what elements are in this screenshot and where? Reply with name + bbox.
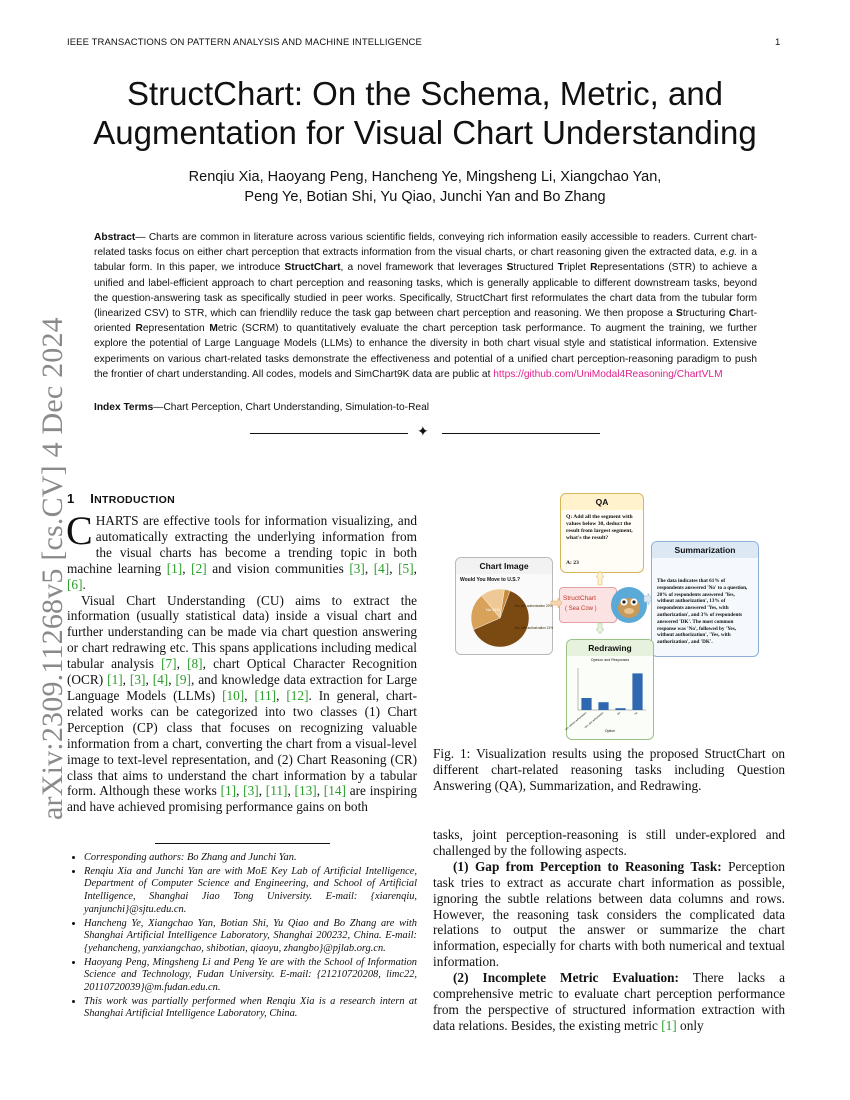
citation-link[interactable]: [8] (187, 656, 203, 672)
redraw-xlabel: Option (605, 729, 615, 733)
citation-link[interactable]: [11] (265, 783, 288, 799)
summary-text: The data indicates that 61% of respondents answered 'No' to a question, 20% of respondents answered 'Yes, without authorization', 13% of respondents answered 'Yes, with authorization', and 3% of respondents answered 'DK'. The most common response was 'No', followed by 'Yes, without authorization', 'Yes, with authorization', and 'DK'. (657, 578, 748, 646)
intro-smallcaps: HARTS (95, 513, 139, 528)
abstract-acronym-letter: M (209, 323, 218, 335)
citation-link[interactable]: [12] (286, 687, 309, 703)
col2-text: There lacks a comprehensive metric to evaluate chart perception performance from the perspective of structured information extraction with data relations. Besides, the existing metric (433, 970, 785, 1033)
intro-text: , (168, 672, 176, 688)
structchart-label: StructChart (563, 595, 596, 602)
drop-cap: C (66, 508, 93, 553)
qa-question: Q: Add all the segment with values below 30, deduct the result from largest segment, what's the result? (566, 514, 633, 541)
abstract-eg: e.g. (720, 247, 738, 259)
footnote-item: • Haoyang Peng, Mingsheng Li and Peng Ye are with the School of Information Science and Technology, Fudan University. E-mail: {21210720208, limc22, 20110720039}@m.fudan.edu.cn. (84, 957, 417, 995)
intro-text: , (316, 783, 324, 799)
col2-paragraph-1: tasks, joint perception-reasoning is still under-explored and challenged by the following aspects. (433, 827, 785, 858)
intro-text: , (176, 656, 188, 672)
arxiv-stamp: arXiv:2309.11268v5 [cs.CV] 4 Dec 2024 (36, 317, 69, 820)
section-heading (67, 491, 175, 506)
col2-text: Perception task tries to extract as accurate chart information as possible, ignoring the subtle relations between data columns and rows. However, the reasoning task considers the complicated data relations to output the answer or summarize the chart information, especially for charts with both numerical and textual information. (433, 858, 785, 970)
abstract-text: etric (SCRM) to quantitatively evaluate the chart perception task performance. To augment the training, we further explore the potential of Large Language Models (LLMs) to enhance the diversity in both chart visual style and statistical information. Extensive experiments on various chart-related tasks demonstrate the effectiveness and potential of a unified chart perception-reasoning paradigm to push the frontier of chart understanding. All codes, models and SimChart9K data are public at (94, 323, 757, 380)
citation-link[interactable]: [3] (129, 672, 146, 688)
intro-text: , (389, 560, 399, 576)
abstract-framework-name: StructChart (284, 262, 341, 274)
section-title-rest: NTRODUCTION (94, 494, 175, 506)
abstract-acronym-letter: T (557, 262, 564, 274)
abstract-text: epresentation (142, 323, 210, 335)
abstract-text: , a novel framework that leverages (340, 262, 507, 274)
col2-text: only (676, 1017, 704, 1033)
citation-link[interactable]: [1] (107, 672, 123, 688)
citation-link[interactable]: [5] (398, 560, 414, 576)
intro-text: , (236, 783, 244, 799)
qa-panel (560, 493, 644, 573)
abstract-text: in a tabular form. In this paper, we introduce (94, 247, 757, 274)
structchart-sub: ( Sea Cow ) (565, 606, 597, 612)
redraw-tick-label: DK (616, 711, 622, 716)
intro-text: . (82, 576, 86, 592)
intro-text: . In general, chart-related works can be categorized into two classes (1) Chart Perception (CP) class that focuses on recognizing valuable information from a chart, converting the chart from a visual-level image to text-level representation, and (2) Chart Reasoning (CR) class that aims to understand the chart information by a tabular form. Although these works (67, 687, 418, 799)
redrawing-title: Redrawing (567, 640, 653, 656)
footnote-item: • Corresponding authors: Bo Zhang and Junchi Yan. (84, 852, 417, 865)
summarization-title: Summarization (652, 542, 758, 558)
authors-line-1: Renqiu Xia, Haoyang Peng, Hancheng Ye, Mingsheng Li, Xiangchao Yan, (188, 169, 662, 185)
intro-text: , (145, 672, 153, 688)
citation-link[interactable]: [1] (166, 560, 183, 576)
redraw-tick-label: Yes, with authorization (583, 711, 605, 730)
citation-link[interactable]: [4] (152, 672, 169, 688)
pie-label-no: No 61% (486, 607, 501, 612)
gap-heading: (1) Gap from Perception to Reasoning Task: (453, 858, 722, 874)
footnote-rule (155, 843, 330, 844)
intro-text: , and knowledge data extraction for Large Language Models (LLMs) (67, 672, 418, 703)
figure-1 (433, 493, 785, 738)
citation-link[interactable]: [1] (661, 1017, 677, 1033)
authors-line-2: Peng Ye, Botian Shi, Yu Qiao, Junchi Yan and Bo Zhang (244, 189, 606, 205)
pie-chart (460, 585, 554, 651)
section-number: 1 (67, 491, 75, 506)
redraw-bar (615, 708, 625, 710)
abstract-text: epresentations (STR) to achieve a unified and label-efficient approach to chart perception and reasoning tasks, which is generally applicable to different downstream tasks, beyond the question-answering task as specifically studied in peer works. Specifically, StructChart first reformulates the chart data from the tubular form (linearized CSV) to STR, which can friendlily reduce the task gap between chart perception and reasoning. We then propose a (94, 262, 757, 320)
index-terms-text: —Chart Perception, Chart Understanding, Simulation-to-Real (153, 402, 430, 413)
abstract-text: riplet (563, 262, 591, 274)
abstract-acronym-letter: S (506, 262, 514, 274)
running-header: IEEE TRANSACTIONS ON PATTERN ANALYSIS AND MACHINE INTELLIGENCE (67, 37, 422, 48)
separator-line (250, 433, 408, 434)
citation-link[interactable]: [11] (254, 687, 277, 703)
arrow-to-qa (596, 571, 604, 585)
abstract-acronym-letter: S (676, 308, 683, 320)
chart-image-title: Chart Image (456, 558, 552, 574)
col2-paragraph-2 (433, 859, 785, 970)
footnote-item: • This work was partially performed when Renqiu Xia is a research intern at Shanghai Artificial Intelligence Laboratory, China. (84, 996, 417, 1021)
citation-link[interactable]: [3] (243, 783, 259, 799)
abstract (94, 230, 757, 382)
chart-image-panel (455, 557, 553, 655)
section-title-initial: I (90, 491, 95, 506)
intro-text: and vision communities (206, 560, 350, 576)
footnotes (67, 852, 417, 1022)
intro-text: , (258, 783, 266, 799)
redraw-chart-title: Opinion and Responses (590, 658, 630, 662)
redraw-tick-label: Yes, without authorization (564, 711, 588, 732)
abstract-acronym-letter: C (728, 308, 737, 320)
pie-chart-title: Would You Move to U.S.? (460, 577, 520, 583)
col2-paragraph-3 (433, 970, 785, 1034)
separator-line (442, 433, 600, 434)
citation-link[interactable]: [10] (222, 687, 245, 703)
citation-link[interactable]: [14] (323, 783, 346, 799)
citation-link[interactable]: [9] (175, 672, 191, 688)
abstract-acronym-letter: R (590, 262, 598, 274)
index-terms-label: Index Terms (94, 402, 154, 413)
footnote-item: • Renqiu Xia and Junchi Yan are with MoE Key Lab of Artificial Intelligence, Department of Computer Science and Engineering, and School of Artificial Intelligence, Shanghai Jiao Tong University. E-mail: {xiarenqiu, yanjunchi}@sjtu.edu.cn. (84, 866, 417, 917)
metric-heading: (2) Incomplete Metric Evaluation: (453, 970, 679, 986)
citation-link[interactable]: [2] (191, 560, 207, 576)
abstract-text: tructuring (682, 308, 729, 320)
intro-text: , (182, 560, 192, 576)
page-number: 1 (775, 37, 781, 48)
code-link[interactable]: https://github.com/UniModal4Reasoning/ChartVLM (493, 368, 723, 380)
section-separator (250, 424, 600, 441)
intro-text: Visual Chart Understanding (CU) aims to extract the information (usually statistical data) inside a visual chart and further understanding can be made via chart question answering or chart redrawing etc. This spans applications including medical tabular analysis (67, 592, 417, 672)
redraw-bar (581, 698, 591, 710)
citation-link[interactable]: [4] (373, 560, 390, 576)
redrawing-panel (566, 639, 654, 740)
intro-paragraph-1 (66, 508, 417, 593)
intro-paragraph-2 (67, 593, 417, 816)
citation-link[interactable]: [13] (294, 783, 317, 799)
arrow-to-redraw (596, 623, 604, 634)
intro-text: , (244, 687, 255, 703)
pie-label-yes-wo: Yes, w/o authorization 20% (514, 604, 553, 608)
caption-text: Visualization results using the proposed StructChart on different chart-related reasoning tasks including Question Answering (QA), Summarization, and Redrawing. (433, 746, 785, 793)
citation-link[interactable]: [3] (349, 560, 365, 576)
intro-text: , (122, 672, 130, 688)
intro-column (66, 508, 418, 815)
qa-answer: A: 23 (566, 560, 579, 566)
paper-title: StructChart: On the Schema, Metric, and Augmentation for Visual Chart Understanding (93, 75, 757, 151)
intro-text: are effective tools for information visualizing, and automatically extracting the underlying information from the visual charts has become a trending topic in both machine learning (67, 513, 417, 576)
separator-diamond-icon: ✦ (417, 424, 429, 440)
citation-link[interactable]: [1] (220, 783, 237, 799)
summarization-panel (651, 541, 759, 657)
pie-label-yes-with: Yes, with authorization 13% (514, 626, 554, 630)
arrow-to-structchart (551, 598, 562, 608)
caption-label: Fig. 1: (433, 746, 477, 761)
abstract-text: hart-oriented (94, 308, 757, 335)
intro-text: are inspiring and have achieved promising performance gains on both (67, 783, 417, 815)
qa-panel-title: QA (561, 494, 643, 510)
abstract-acronym-letter: R (135, 323, 143, 335)
redraw-bar (598, 702, 608, 710)
redraw-bar (632, 673, 642, 710)
abstract-text: tructured (513, 262, 558, 274)
intro-text: , (276, 687, 287, 703)
citation-link[interactable]: [7] (161, 656, 177, 672)
redraw-tick-label: No (633, 711, 639, 716)
abstract-text: — Charts are common in literature across various scientific fields, conveying rich information easily accessible to readers. Current chart-related tasks focus on either chart perception that extracts information from the visual charts, or chart reasoning given the extracted data, (94, 232, 757, 259)
figure-caption (433, 746, 785, 794)
index-terms (94, 402, 757, 413)
author-list (60, 167, 790, 207)
footnote-item: • Hancheng Ye, Xiangchao Yan, Botian Shi, Yu Qiao and Bo Zhang are with Shanghai Artificial Intelligence Laboratory, Shanghai 200232, China. E-mail: {yehancheng, yanxiangchao, shibotian, qiaoyu, zhangbo}@pjlab.org.cn. (84, 918, 417, 956)
abstract-label: Abstract (94, 232, 136, 243)
intro-text: , (413, 560, 417, 576)
intro-text: , chart Optical Character Recognition (OCR) (67, 656, 417, 688)
citation-link[interactable]: [6] (67, 576, 83, 592)
intro-text: , (364, 560, 374, 576)
right-column (433, 827, 785, 1034)
intro-text: , (287, 783, 295, 799)
